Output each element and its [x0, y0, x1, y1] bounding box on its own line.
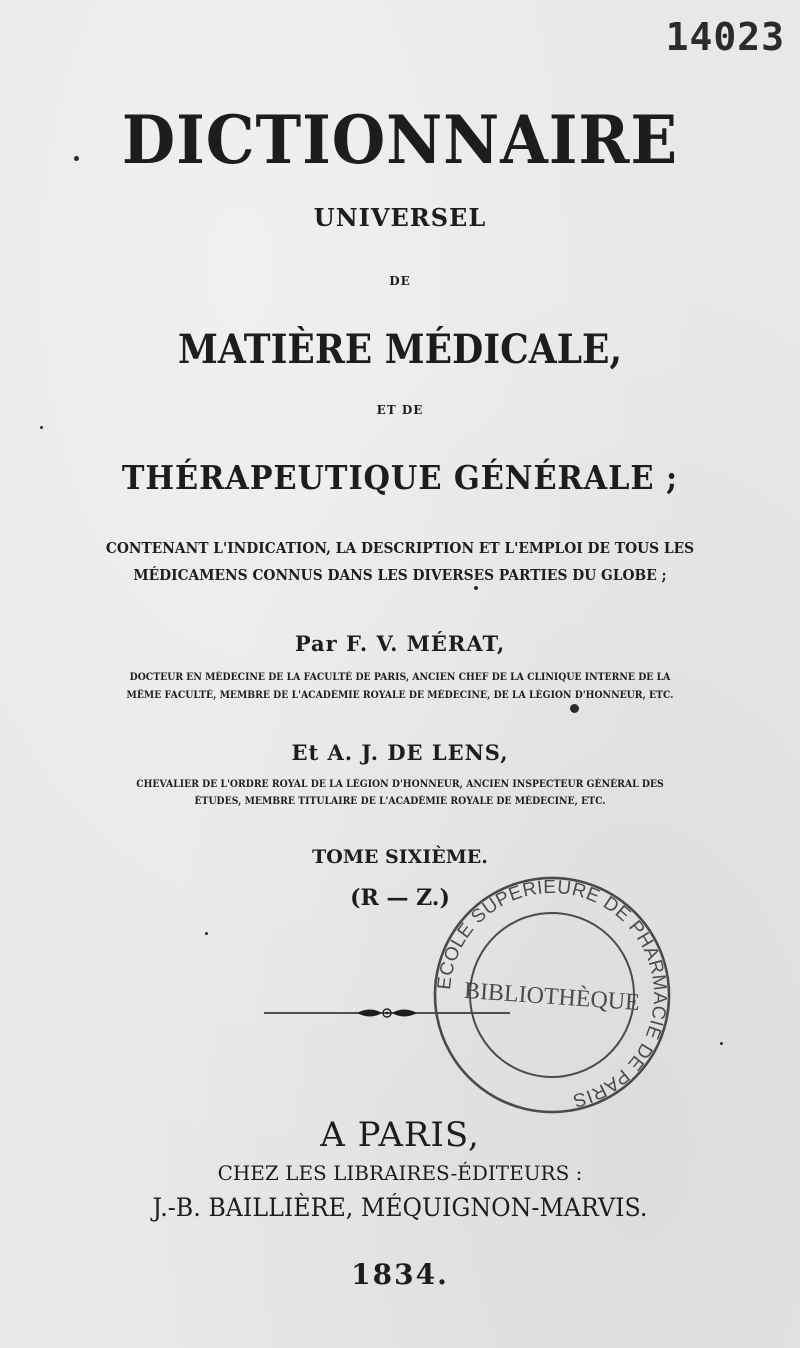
volume-range: (R — Z.)	[350, 885, 450, 911]
imprint-publishers: J.-B. BAILLIÈRE, MÉQUIGNON-MARVIS.	[152, 1193, 648, 1222]
stamp-center-text: BIBLIOTHÈQUE	[463, 977, 641, 1017]
ink-speck	[474, 586, 478, 590]
library-stamp	[430, 873, 675, 1118]
ink-speck	[205, 932, 208, 935]
ink-speck	[74, 156, 79, 161]
title-matiere-medicale: MATIÈRE MÉDICALE,	[177, 326, 622, 373]
imprint-year: 1834.	[351, 1258, 449, 1291]
author-delens-credentials-1: CHEVALIER DE L'ORDRE ROYAL DE LA LÉGION D'HONNEUR, ANCIEN INSPECTEUR GÉNÉRAL DES	[136, 779, 664, 790]
author-merat-credentials-1: DOCTEUR EN MÉDECINE DE LA FACULTÉ DE PARIS, ANCIEN CHEF DE LA CLINIQUE INTERNE DE LA	[129, 672, 671, 683]
author-delens-name: Et A. J. DE LENS,	[291, 740, 509, 765]
imprint-city: A PARIS,	[320, 1115, 480, 1155]
title-main: DICTIONNAIRE	[121, 101, 679, 179]
ink-speck	[570, 704, 579, 713]
stamp-ring-text: ÉCOLE SUPÉRIEURE DE PHARMACIE DE PARIS	[434, 876, 671, 1111]
title-universel: UNIVERSEL	[313, 203, 487, 232]
subtitle-line-2: MÉDICAMENS CONNUS DANS LES DIVERSES PARTIES DU GLOBE ;	[133, 566, 667, 584]
shelf-mark-number: 14023	[665, 15, 785, 59]
imprint-publishers-label: CHEZ LES LIBRAIRES-ÉDITEURS :	[217, 1161, 583, 1185]
author-merat-credentials-2: MÊME FACULTÉ, MEMBRE DE L'ACADÉMIE ROYALE DE MÉDECINE, DE LA LÉGION D'HONNEUR, ETC.	[126, 690, 674, 701]
author-merat-name: Par F. V. MÉRAT,	[294, 631, 506, 656]
subtitle-line-1: CONTENANT L'INDICATION, LA DESCRIPTION ET L'EMPLOI DE TOUS LES	[105, 539, 695, 557]
ink-speck	[720, 1042, 723, 1045]
title-therapeutique-generale: THÉRAPEUTIQUE GÉNÉRALE ;	[121, 458, 679, 497]
title-de: DE	[389, 274, 411, 288]
volume-tome: TOME SIXIÈME.	[312, 846, 488, 868]
title-et-de: ET DE	[376, 403, 424, 417]
author-delens-credentials-2: ÉTUDES, MEMBRE TITULAIRE DE L'ACADÉMIE ROYALE DE MÉDECINE, ETC.	[194, 796, 606, 807]
ink-speck	[40, 426, 43, 429]
